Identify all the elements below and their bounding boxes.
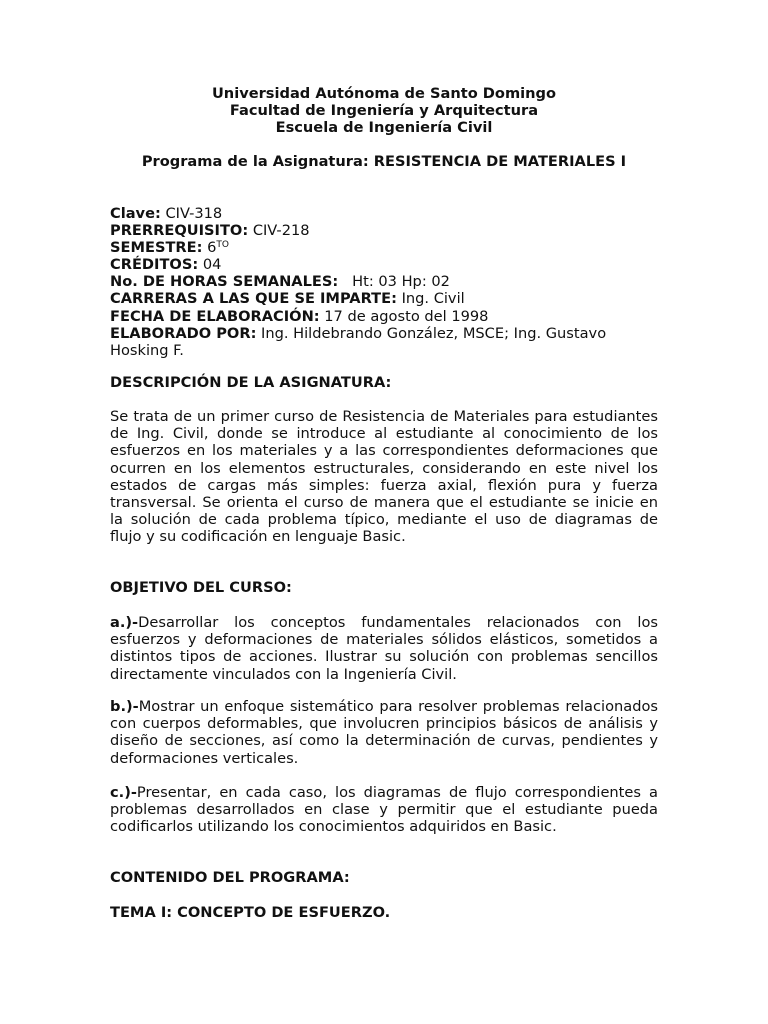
semestre-label: SEMESTRE:	[110, 239, 203, 257]
carreras-label: CARRERAS A LAS QUE SE IMPARTE:	[110, 290, 397, 308]
meta-prerequisito	[110, 222, 658, 239]
objetivo-item-b-text: Mostrar un enfoque sistemático para resolver problemas relacionados con cuerpos deformables, que involucren principios básicos de análisis y diseño de secciones, así como la determinación de curvas, pendientes y deformaciones verticales.	[110, 698, 658, 767]
horas-label: No. DE HORAS SEMANALES:	[110, 273, 339, 291]
university-name: Universidad Autónoma de Santo Domingo	[211, 85, 557, 102]
semestre-value: 6	[207, 239, 217, 257]
fecha-value: 17 de agosto del 1998	[324, 307, 489, 325]
objetivo-heading: OBJETIVO DEL CURSO:	[110, 579, 292, 596]
meta-elaborado	[110, 325, 658, 359]
elaborado-value: Ing. Hildebrando González, MSCE; Ing. Gustavo Hosking F.	[110, 324, 607, 359]
program-label: Programa de la Asignatura:	[141, 153, 369, 170]
tema-1-heading: TEMA I: CONCEPTO DE ESFUERZO.	[110, 904, 391, 921]
objetivo-item-c-label: c.)-	[110, 784, 137, 801]
objetivo-item-a	[110, 614, 658, 683]
school-name: Escuela de Ingeniería Civil	[275, 119, 493, 136]
clave-value: CIV-318	[165, 205, 223, 222]
meta-clave	[110, 205, 658, 222]
program-name: RESISTENCIA DE MATERIALES I	[373, 153, 627, 170]
objetivo-item-c-text: Presentar, en cada caso, los diagramas de flujo correspondientes a problemas desarrollados en clase y permitir que el estudiante pueda codificarlos utilizando los conocimientos adquiridos en Basic.	[110, 784, 658, 836]
faculty-name: Facultad de Ingeniería y Arquitectura	[229, 102, 539, 119]
carreras-value: Ing. Civil	[401, 290, 465, 308]
horas-value: Ht: 03 Hp: 02	[352, 273, 450, 291]
clave-label: Clave:	[110, 205, 161, 222]
elaborado-label: ELABORADO POR:	[110, 324, 257, 342]
meta-semestre	[110, 239, 658, 256]
meta-carreras	[110, 290, 658, 307]
semestre-superscript: TO	[216, 240, 230, 251]
objetivo-item-a-label: a.)-	[110, 614, 139, 631]
objetivo-item-c	[110, 784, 658, 836]
objetivo-item-b	[110, 698, 658, 767]
program-title	[0, 153, 768, 170]
prereq-value: CIV-218	[252, 222, 310, 240]
objetivo-item-b-label: b.)-	[110, 698, 139, 715]
meta-horas	[110, 273, 658, 290]
creditos-label: CRÉDITOS:	[110, 256, 199, 274]
descripcion-heading: DESCRIPCIÓN DE LA ASIGNATURA:	[110, 374, 392, 391]
creditos-value: 04	[202, 256, 222, 274]
contenido-heading: CONTENIDO DEL PROGRAMA:	[110, 869, 350, 886]
course-metadata	[110, 205, 658, 359]
document-header	[0, 85, 768, 136]
objetivo-item-a-text: Desarrollar los conceptos fundamentales relacionados con los esfuerzos y deformaciones de materiales sólidos elásticos, sometidos a distintos tipos de acciones. Ilustrar su solución con problemas sencillos directamente vinculados con la Ingeniería Civil.	[110, 614, 658, 683]
descripcion-paragraph: Se trata de un primer curso de Resistencia de Materiales para estudiantes de Ing. Civil, donde se introduce al estudiante al conocimiento de los esfuerzos en los materiales y a las correspondientes deformaciones que ocurren en los elementos estructurales, considerando en este nivel los estados de cargas más simples: fuerza axial, flexión pura y fuerza transversal. Se orienta el curso de manera que el estudiante se inicie en la solución de cada problema típico, mediante el uso de diagramas de flujo y su codificación en lenguaje Basic.	[110, 408, 658, 546]
prereq-label: PRERREQUISITO:	[110, 222, 249, 240]
meta-creditos	[110, 256, 658, 273]
meta-fecha	[110, 308, 658, 325]
fecha-label: FECHA DE ELABORACIÓN:	[110, 307, 320, 325]
